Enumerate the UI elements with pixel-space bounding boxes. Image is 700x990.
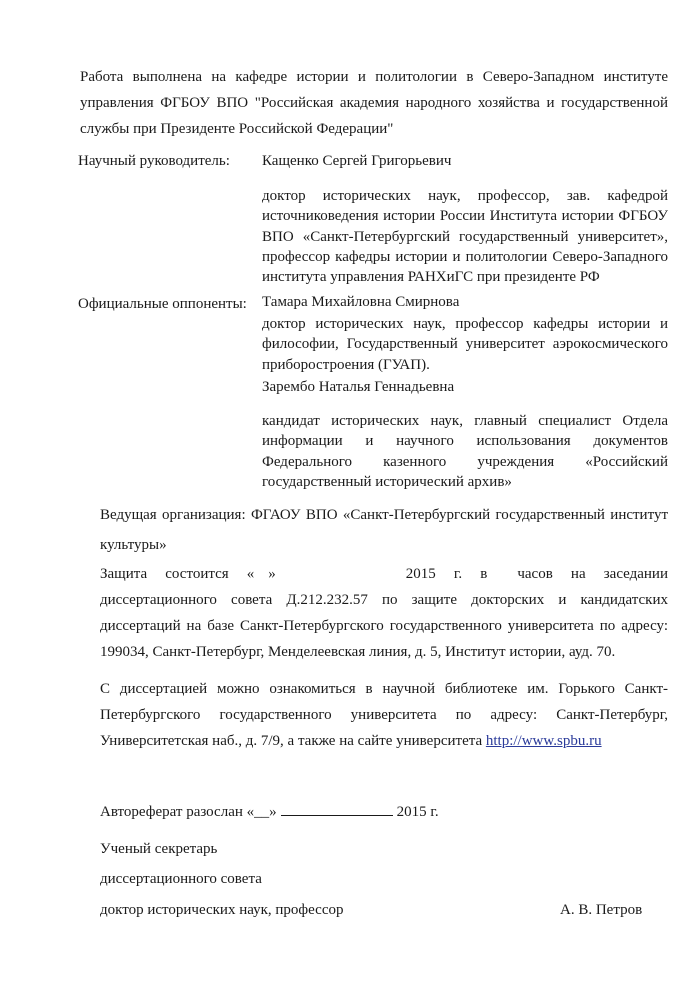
library-paragraph [100,676,668,754]
signature-line-3: доктор исторических наук, профессор [100,902,344,918]
supervisor-name: Кащенко Сергей Григорьевич [262,153,452,169]
library-text: С диссертацией можно ознакомиться в научной библиотеке им. Горького Санкт-Петербургского государственного университета по адресу: Санкт-Петербург, Университетская наб., д. 7/9, а также на сайте университета [100,681,668,749]
signature-line-2: диссертационного совета [100,871,262,887]
defense-paragraph [100,561,668,665]
university-website-link[interactable]: http://www.spbu.ru [485,733,602,749]
defense-text-3: 2015 г. в [405,566,488,582]
date-blank-line [281,803,393,816]
defense-text-2: » [268,566,276,582]
signer-name: А. В. Петров [560,902,643,918]
opponent-name-2: Зарембо Наталья Геннадьевна [262,379,455,395]
intro-paragraph: Работа выполнена на кафедре истории и политологии в Северо-Западном институте управления ФГБОУ ВПО "Российская академия народного хозяйства и государственной службы при Президенте Российской Федерации" [80,69,668,137]
leading-organization: Ведущая организация: ФГАОУ ВПО «Санкт-Петербургский государственный институт культуры» [100,507,668,553]
supervisor-label: Научный руководитель: [78,153,230,169]
opponent-name-1: Тамара Михайловна Смирнова [262,294,460,310]
sent-prefix: Автореферат разослан «__» [100,804,277,820]
opponent-description-1: доктор исторических наук, профессор кафедры истории и философии, Государственный университет аэрокосмического приборостроения (ГУАП). [262,316,668,373]
sent-suffix: 2015 г. [396,804,439,820]
sent-line [100,803,439,821]
supervisor-description: доктор исторических наук, профессор, зав. кафедрой источниковедения истории России Института истории ФГБОУ ВПО «Санкт-Петербургский государственный университет», профессор кафедры истории и политологии Северо-Западного института управления РАНХиГС при президенте РФ [262,188,668,286]
defense-text-1: Защита состоится « [100,566,255,582]
opponents-label: Официальные оппоненты: [78,296,247,312]
defense-text-4: часов на заседании диссертационного совета Д.212.232.57 по защите докторских и кандидатских диссертаций на базе Санкт-Петербургского государственного университета по адресу: 199034, Санкт-Петербург, Менделеевская линия, д. 5, Институт истории, ауд. 70. [100,566,668,660]
opponent-description-2: кандидат исторических наук, главный специалист Отдела информации и научного использования документов Федерального казенного учреждения «Российский государственный исторический архив» [262,413,668,490]
signature-line-1: Ученый секретарь [100,841,218,857]
